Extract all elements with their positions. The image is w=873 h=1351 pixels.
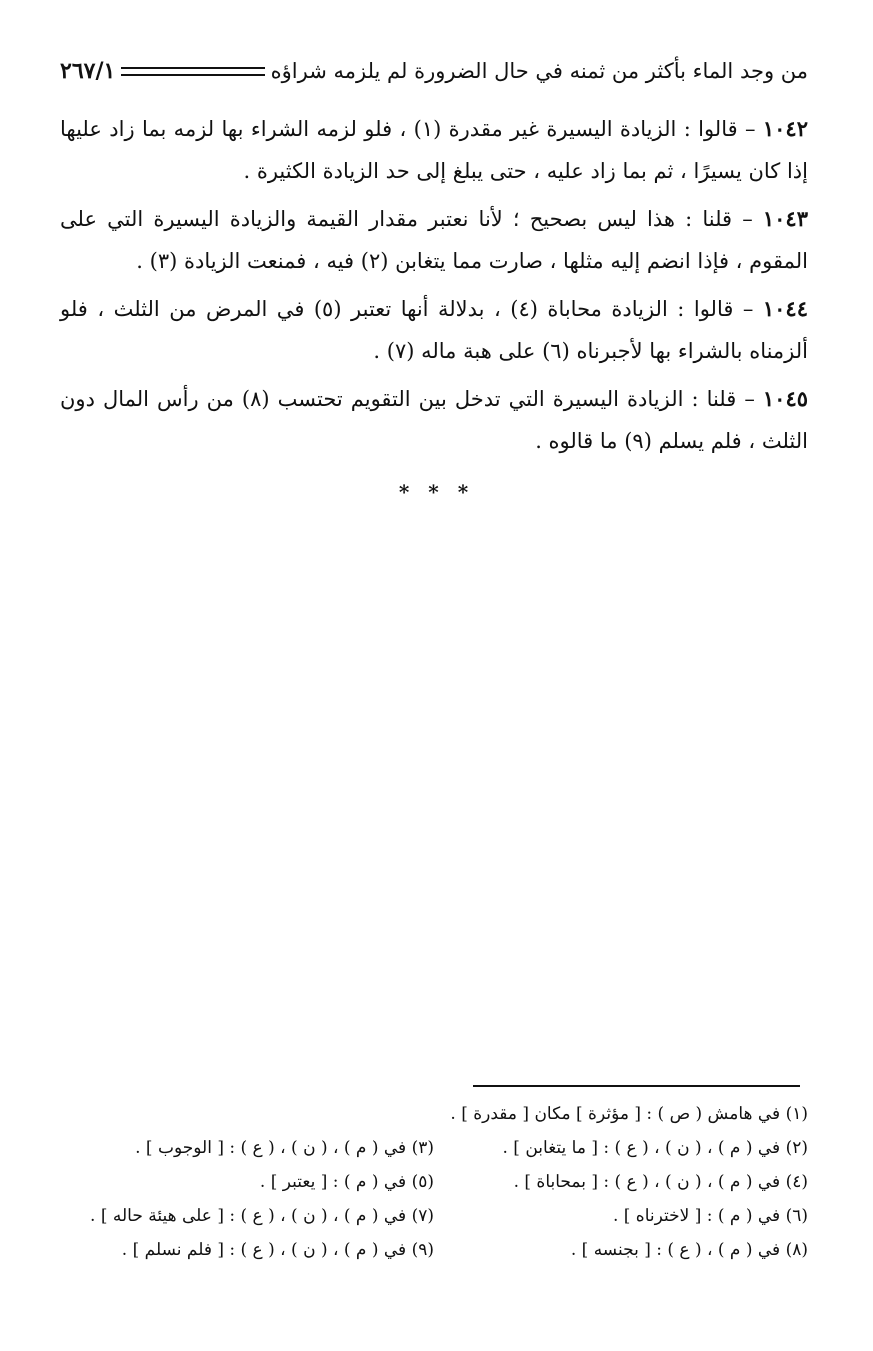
running-header <box>60 50 808 92</box>
footnote-5: (٥) في ( م ) : [ يعتبر ] . <box>259 1172 434 1192</box>
page-number: ٢٦٧/١ <box>60 58 116 84</box>
paragraph-1042 <box>60 108 808 192</box>
footnote-9: (٩) في ( م ) ، ( ن ) ، ( ع ) : [ فلم نسلم ] . <box>121 1240 434 1260</box>
section-separator: * * * <box>398 480 475 504</box>
footnote-3: (٣) في ( م ) ، ( ن ) ، ( ع ) : [ الوجوب ] . <box>135 1138 434 1158</box>
paragraph-text: – قلنا : الزيادة اليسيرة التي تدخل بين التقويم تحتسب (٨) من رأس المال دون الثلث ، فلم يسلم (٩) ما قالوه . <box>60 387 808 453</box>
header-title: من وجد الماء بأكثر من ثمنه في حال الضرورة لم يلزمه شراؤه <box>270 59 808 83</box>
footnote-row <box>60 1097 808 1131</box>
footnote-row <box>60 1165 808 1199</box>
header-double-rule <box>121 67 264 76</box>
footnotes <box>60 1097 808 1267</box>
footnote-row <box>60 1131 808 1165</box>
paragraph-1044 <box>60 288 808 372</box>
footnote-4: (٤) في ( م ) ، ( ن ) ، ( ع ) : [ بمحاباة ] . <box>513 1172 808 1192</box>
footnote-7: (٧) في ( م ) ، ( ن ) ، ( ع ) : [ على هيئة حاله ] . <box>90 1206 434 1226</box>
footnote-row <box>60 1199 808 1233</box>
main-text <box>60 108 808 468</box>
paragraph-number: ١٠٤٣ <box>762 206 808 231</box>
paragraph-text: – قالوا : الزيادة اليسيرة غير مقدرة (١) ، فلو لزمه الشراء بها لزمه بما زاد عليها إذا كان يسيرًا ، ثم بما زاد عليه ، حتى يبلغ إلى حد الزيادة الكثيرة . <box>60 117 808 183</box>
footnote-6: (٦) في ( م ) : [ لاخترناه ] . <box>612 1206 808 1226</box>
paragraph-number: ١٠٤٤ <box>762 296 808 321</box>
paragraph-number: ١٠٤٢ <box>762 116 808 141</box>
paragraph-1045 <box>60 378 808 462</box>
footnote-2: (٢) في ( م ) ، ( ن ) ، ( ع ) : [ ما يتغابن ] . <box>502 1138 808 1158</box>
paragraph-1043 <box>60 198 808 282</box>
footnote-8: (٨) في ( م ) ، ( ع ) : [ بجنسه ] . <box>570 1240 808 1260</box>
paragraph-number: ١٠٤٥ <box>762 386 809 411</box>
paragraph-text: – قلنا : هذا ليس بصحيح ؛ لأنا نعتبر مقدار القيمة والزيادة اليسيرة التي على المقوم ، فإذا انضم إليه مثلها ، صارت مما يتغابن (٢) فيه ، فمنعت الزيادة (٣) . <box>60 207 808 273</box>
footnote-1: (١) في هامش ( ص ) : [ مؤثرة ] مكان [ مقدرة ] . <box>450 1104 808 1124</box>
paragraph-text: – قالوا : الزيادة محاباة (٤) ، بدلالة أنها تعتبر (٥) في المرض من الثلث ، فلو ألزمناه بالشراء بها لأجبرناه (٦) على هبة ماله (٧) . <box>60 297 808 363</box>
footnote-rule <box>473 1085 800 1087</box>
footnote-row <box>60 1233 808 1267</box>
